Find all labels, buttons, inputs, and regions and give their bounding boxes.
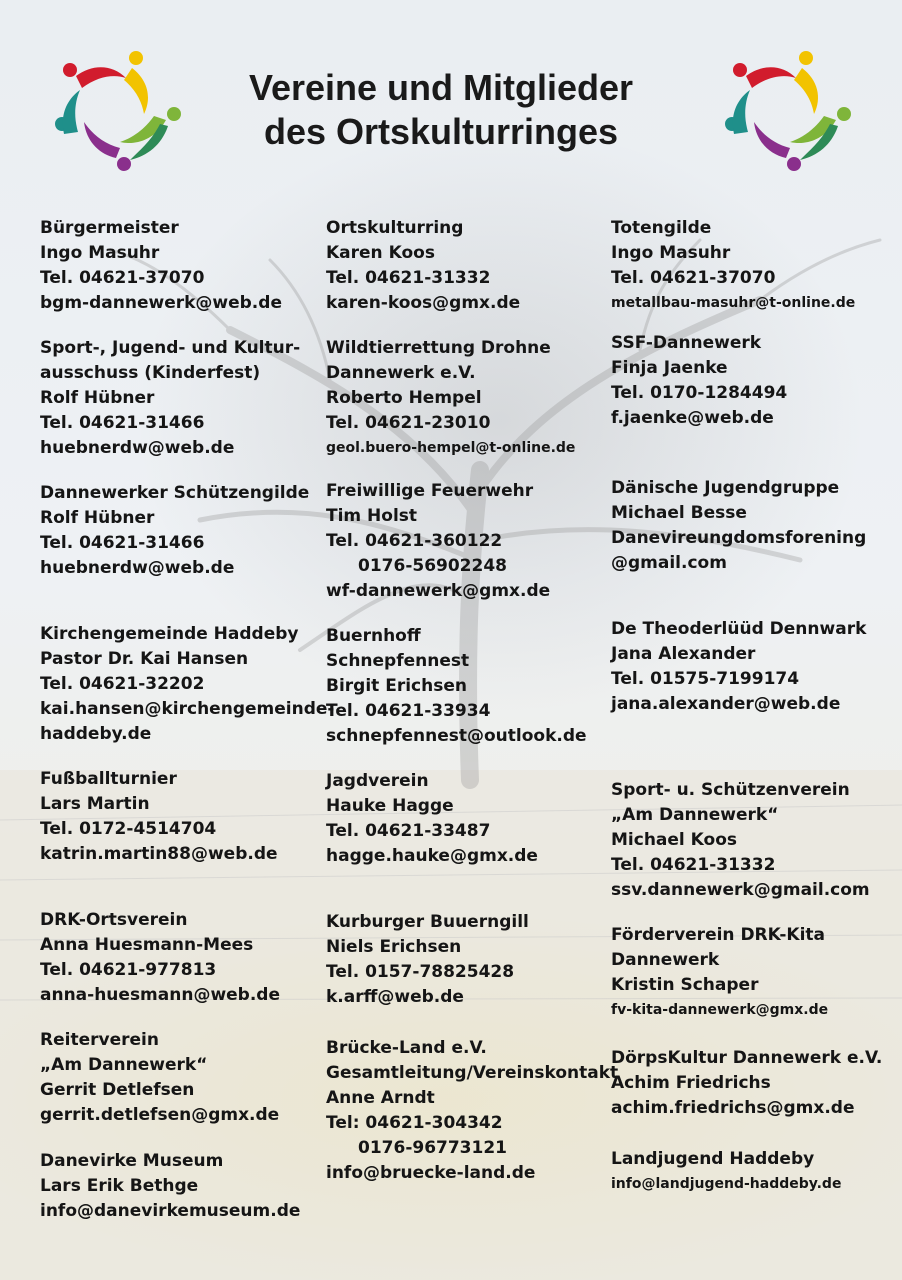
entry-contact-name: Lars Erik Bethge	[40, 1176, 199, 1196]
entry-title: Bürgermeister	[40, 218, 179, 238]
entry-title: Sport-, Jugend- und Kultur-	[40, 338, 301, 358]
entry-phone: Tel. 04621-360122	[326, 531, 503, 551]
entry-phone: Tel. 04621-23010	[326, 413, 491, 433]
entry-title: Danevirke Museum	[40, 1151, 224, 1171]
entry-contact-name: Ingo Masuhr	[40, 243, 160, 263]
entry-title: Freiwillige Feuerwehr	[326, 481, 534, 501]
entry-ssf-dannewerk	[611, 331, 891, 431]
entry-phone: Tel. 0170-1284494	[611, 383, 788, 403]
entry-title: De Theoderlüüd Dennwark	[611, 619, 867, 639]
page-title-line-2: des Ortskulturringes	[263, 111, 619, 152]
entry-schuetzengilde	[40, 481, 310, 581]
entry-title-continued: „Am Dannewerk“	[611, 805, 779, 825]
entry-email: hagge.hauke@gmx.de	[326, 846, 538, 866]
entry-title: DörpsKultur Dannewerk e.V.	[611, 1048, 883, 1068]
entry-contact-name: Achim Friedrichs	[611, 1073, 771, 1093]
entry-email: geol.buero-hempel@t-online.de	[326, 440, 576, 456]
entry-title: Buernhoff	[326, 626, 421, 646]
entry-title-continued: Schnepfennest	[326, 651, 470, 671]
entry-contact-name: Karen Koos	[326, 243, 435, 263]
entry-phone: Tel. 04621-33487	[326, 821, 491, 841]
entry-contact-name: Roberto Hempel	[326, 388, 482, 408]
logo-left-icon	[52, 46, 182, 176]
entry-fussballturnier	[40, 767, 310, 867]
entry-contact-name: Kristin Schaper	[611, 975, 759, 995]
entry-phone: Tel. 04621-31466	[40, 413, 205, 433]
entry-title: DRK-Ortsverein	[40, 910, 188, 930]
entry-email: info@danevirkemuseum.de	[40, 1201, 301, 1221]
entry-theoderlueued	[611, 617, 891, 717]
entry-phone: Tel. 0172-4514704	[40, 819, 217, 839]
entry-email: schnepfennest@outlook.de	[326, 726, 587, 746]
entry-totengilde	[611, 216, 891, 316]
entry-title: Kurburger Buuerngill	[326, 912, 529, 932]
entry-title: Totengilde	[611, 218, 712, 238]
entry-title: Ortskulturring	[326, 218, 464, 238]
entry-drk-ortsverein	[40, 908, 310, 1008]
entry-phone: Tel. 01575-7199174	[611, 669, 800, 689]
entry-jagdverein	[326, 769, 606, 869]
entry-contact-name: Birgit Erichsen	[326, 676, 467, 696]
entry-contact-name: Tim Holst	[326, 506, 418, 526]
logo-figures	[725, 51, 851, 171]
entry-title-continued: „Am Dannewerk“	[40, 1055, 208, 1075]
entry-daenische-jugendgruppe	[611, 476, 891, 576]
entry-title: Brücke-Land e.V.	[326, 1038, 487, 1058]
entry-email: Danevireungdomsforening	[611, 528, 867, 548]
entry-contact-name: Jana Alexander	[611, 644, 756, 664]
entry-danevirke-museum	[40, 1149, 310, 1224]
entry-reiterverein	[40, 1028, 310, 1128]
page-title	[190, 66, 692, 154]
entry-phone: Tel. 0157-78825428	[326, 962, 515, 982]
entry-phone: Tel. 04621-31466	[40, 533, 205, 553]
entry-mobile: 0176-96773121	[358, 1138, 507, 1158]
entry-title-continued: Dannewerk	[611, 950, 720, 970]
entry-doerpskultur	[611, 1046, 891, 1121]
entry-phone: Tel. 04621-37070	[611, 268, 776, 288]
entry-buuerngill	[326, 910, 606, 1010]
entry-phone: Tel. 04621-31332	[326, 268, 491, 288]
entry-title: SSF-Dannewerk	[611, 333, 762, 353]
entry-ortskulturring	[326, 216, 606, 316]
entry-buernhoff	[326, 624, 606, 749]
entry-email: fv-kita-dannewerk@gmx.de	[611, 1002, 829, 1018]
entry-contact-name: Anne Arndt	[326, 1088, 435, 1108]
entry-contact-name: Finja Jaenke	[611, 358, 728, 378]
entry-kulturausschuss	[40, 336, 310, 461]
entry-email: huebnerdw@web.de	[40, 438, 235, 458]
entry-subtitle: Gesamtleitung/Vereinskontakt	[326, 1063, 619, 1083]
entry-email: huebnerdw@web.de	[40, 558, 235, 578]
entry-email-continued: haddeby.de	[40, 724, 152, 744]
entry-email: ssv.dannewerk@gmail.com	[611, 880, 870, 900]
entry-email: kai.hansen@kirchengemeinde-	[40, 699, 335, 719]
entry-email: f.jaenke@web.de	[611, 408, 774, 428]
entry-landjugend	[611, 1147, 891, 1197]
entry-email: jana.alexander@web.de	[611, 694, 841, 714]
entry-title: Dänische Jugendgruppe	[611, 478, 840, 498]
entry-email: bgm-dannewerk@web.de	[40, 293, 282, 313]
entry-email: anna-huesmann@web.de	[40, 985, 281, 1005]
entry-phone: Tel. 04621-37070	[40, 268, 205, 288]
entry-contact-name: Ingo Masuhr	[611, 243, 731, 263]
entry-title: Fußballturnier	[40, 769, 177, 789]
entry-title: Jagdverein	[326, 771, 429, 791]
entry-contact-name: Michael Koos	[611, 830, 738, 850]
entry-email: metallbau-masuhr@t-online.de	[611, 295, 856, 311]
entry-email: achim.friedrichs@gmx.de	[611, 1098, 855, 1118]
entry-title: Wildtierrettung Drohne	[326, 338, 551, 358]
logo-right-icon	[722, 46, 852, 176]
entry-title: Landjugend Haddeby	[611, 1149, 815, 1169]
entry-phone: Tel. 04621-977813	[40, 960, 217, 980]
entry-phone: Tel. 04621-32202	[40, 674, 205, 694]
entry-email-continued: @gmail.com	[611, 553, 727, 573]
entry-wildtierrettung	[326, 336, 606, 461]
entry-contact-name: Rolf Hübner	[40, 508, 155, 528]
page-title-line-1: Vereine und Mitglieder	[248, 67, 634, 108]
entry-contact-name: Hauke Hagge	[326, 796, 454, 816]
entry-kirchengemeinde	[40, 622, 335, 747]
entry-title: Sport- u. Schützenverein	[611, 780, 850, 800]
entry-contact-name: Anna Huesmann-Mees	[40, 935, 254, 955]
entry-email: karen-koos@gmx.de	[326, 293, 521, 313]
entry-email: wf-dannewerk@gmx.de	[326, 581, 551, 601]
entry-contact-name: Lars Martin	[40, 794, 150, 814]
entry-title: Reiterverein	[40, 1030, 159, 1050]
entry-title-continued: ausschuss (Kinderfest)	[40, 363, 261, 383]
entry-email: gerrit.detlefsen@gmx.de	[40, 1105, 280, 1125]
entry-buergermeister	[40, 216, 310, 316]
entry-email: katrin.martin88@web.de	[40, 844, 278, 864]
entry-phone: Tel. 04621-33934	[326, 701, 491, 721]
entry-contact-name: Rolf Hübner	[40, 388, 155, 408]
entry-email: info@bruecke-land.de	[326, 1163, 536, 1183]
entry-schuetzenverein	[611, 778, 891, 903]
entry-foerderverein-kita	[611, 923, 891, 1023]
entry-contact-name: Gerrit Detlefsen	[40, 1080, 195, 1100]
entry-contact-name: Niels Erichsen	[326, 937, 462, 957]
entry-title: Kirchengemeinde Haddeby	[40, 624, 299, 644]
entry-contact-name: Pastor Dr. Kai Hansen	[40, 649, 249, 669]
entry-title: Dannewerker Schützengilde	[40, 483, 310, 503]
entry-mobile: 0176-56902248	[358, 556, 507, 576]
entry-bruecke-land	[326, 1036, 619, 1186]
entry-email: info@landjugend-haddeby.de	[611, 1176, 842, 1192]
entry-phone: Tel: 04621-304342	[326, 1113, 503, 1133]
entry-email: k.arff@web.de	[326, 987, 464, 1007]
entry-title-continued: Dannewerk e.V.	[326, 363, 476, 383]
logo-figures	[55, 51, 181, 171]
entry-title: Förderverein DRK-Kita	[611, 925, 825, 945]
entry-contact-name: Michael Besse	[611, 503, 747, 523]
entry-phone: Tel. 04621-31332	[611, 855, 776, 875]
entry-feuerwehr	[326, 479, 606, 604]
